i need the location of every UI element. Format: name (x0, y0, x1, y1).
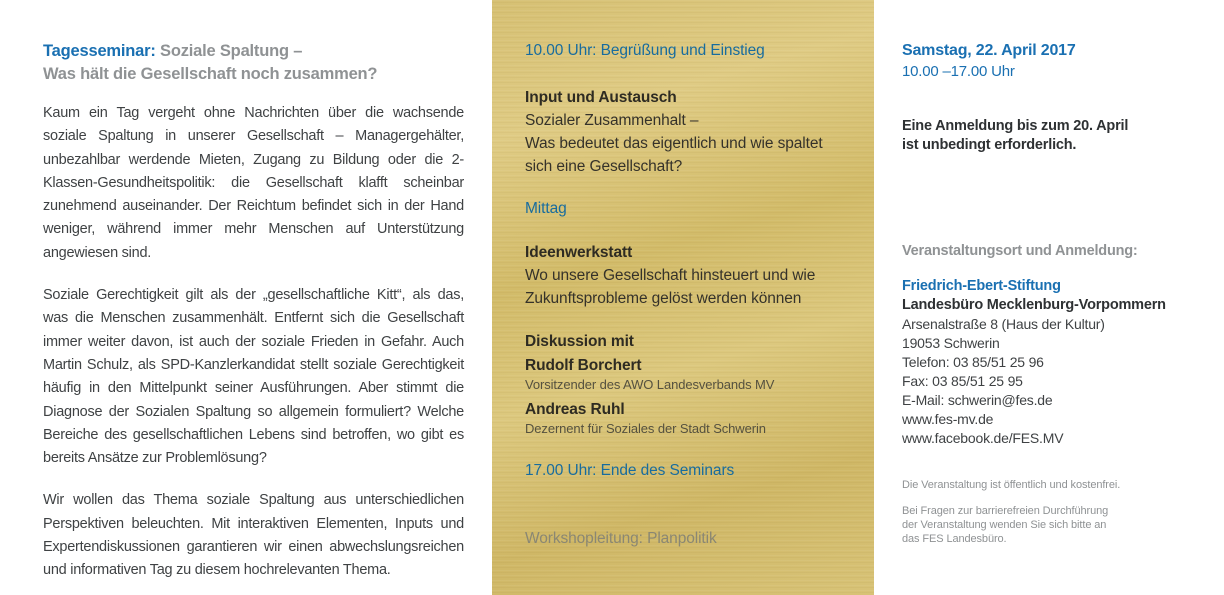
program-start-time: 10.00 Uhr: Begrüßung und Einstieg (525, 42, 765, 59)
speaker-1 (525, 355, 854, 393)
text-line: der Veranstaltung wenden Sie sich bitte an (902, 519, 1107, 531)
seminar-title-label: Tagesseminar: (43, 42, 156, 60)
intro-paragraph-2: Soziale Gerechtigkeit gilt als der „gesellschaftliche Kitt“, als das, was die Menschen zusammenhält. Entfernt sich die Gesellschaft immer weiter davon, ist auch der soziale Frieden in Gefahr. Auch Martin Schulz, als SPD-Kanzlerkandidat stellt soziale Gerechtigkeit häufig in den Mittelpunkt seiner Ausführungen. Aber stimmt die Diagnose der Sozialen Spaltung so allgemein formuliert? Welche Bereiche des gesellschaftlichen Lebens sind betroffen, wo gibt es bereits Ansätze zur Problemlösung? (43, 287, 464, 467)
session-1-title: Input und Austausch (525, 89, 677, 106)
contact-address (902, 315, 1214, 448)
speaker-1-role: Vorsitzender des AWO Landesverbands MV (525, 377, 775, 392)
organization-branch: Landesbüro Mecklenburg-Vorpommern (902, 297, 1166, 313)
program-lunch: Mittag (525, 200, 567, 217)
text-line: E-Mail: schwerin@fes.de (902, 392, 1053, 408)
session-1-description (525, 109, 854, 178)
organization-name: Friedrich-Ebert-Stiftung (902, 278, 1061, 294)
text-line: www.fes-mv.de (902, 411, 994, 427)
seminar-title (43, 40, 464, 85)
session-2-description (525, 264, 854, 310)
seminar-title-line1 (43, 40, 464, 63)
text-line: Wo unsere Gesellschaft hinsteuert und wie (525, 267, 816, 284)
speaker-2-name: Andreas Ruhl (525, 401, 625, 418)
text-line: Zukunftsprobleme gelöst werden können (525, 290, 802, 307)
session-2-title: Ideenwerkstatt (525, 244, 633, 261)
text-line: Arsenalstraße 8 (Haus der Kultur) (902, 316, 1105, 332)
text-line: Sozialer Zusammenhalt – (525, 112, 699, 129)
intro-paragraph-1: Kaum ein Tag vergeht ohne Nachrichten über die wachsende soziale Spaltung in unserer Gesellschaft – Managergehälter, unbezahlbar werdende Mieten, Zugang zu Bildung oder die 2-Klassen-Gesundheitspolitik: die Gesellschaft klafft scheinbar zunehmend auseinander. Der Reichtum befindet sich in der Hand weniger, während immer mehr Menschen auf Unterstützung angewiesen sind. (43, 105, 464, 261)
text-line: Bei Fragen zur barrierefreien Durchführung (902, 505, 1109, 517)
text-line: Telefon: 03 85/51 25 96 (902, 354, 1044, 370)
speaker-1-name: Rudolf Borchert (525, 357, 642, 374)
intro-panel (0, 0, 492, 595)
text-line: ist unbedingt erforderlich. (902, 137, 1077, 153)
workshop-lead: Workshopleitung: Planpolitik (525, 530, 717, 547)
event-date: Samstag, 22. April 2017 (902, 42, 1076, 59)
discussion-title: Diskussion mit (525, 333, 634, 350)
venue-section-label: Veranstaltungsort und Anmeldung: (902, 243, 1138, 259)
seminar-title-line2: Was hält die Gesellschaft noch zusammen? (43, 64, 378, 83)
registration-note (902, 117, 1214, 155)
program-panel (492, 0, 874, 595)
speaker-2-role: Dezernent für Soziales der Stadt Schwerin (525, 421, 766, 436)
event-hours: 10.00 –17.00 Uhr (902, 63, 1015, 80)
text-line: sich eine Gesellschaft? (525, 158, 683, 175)
text-line: 19053 Schwerin (902, 335, 1000, 351)
speaker-2 (525, 399, 854, 437)
program-end-time: 17.00 Uhr: Ende des Seminars (525, 462, 735, 479)
fineprint-accessibility (902, 504, 1214, 546)
text-line: Eine Anmeldung bis zum 20. April (902, 118, 1129, 134)
text-line: das FES Landesbüro. (902, 533, 1007, 545)
fineprint-public-free: Die Veranstaltung ist öffentlich und kostenfrei. (902, 479, 1121, 491)
text-line: Fax: 03 85/51 25 95 (902, 373, 1023, 389)
seminar-title-topic: Soziale Spaltung – (155, 42, 303, 60)
intro-paragraph-3: Wir wollen das Thema soziale Spaltung aus unterschiedlichen Perspektiven beleuchten. Mit interaktiven Elementen, Inputs und Expertendiskussionen garantieren wir einen abwechslungsreichen und informativen Tag zu diesem hochrelevanten Thema. (43, 492, 464, 579)
text-line: www.facebook.de/FES.MV (902, 430, 1064, 446)
text-line: Was bedeutet das eigentlich und wie spaltet (525, 135, 823, 152)
info-panel (874, 0, 1224, 595)
